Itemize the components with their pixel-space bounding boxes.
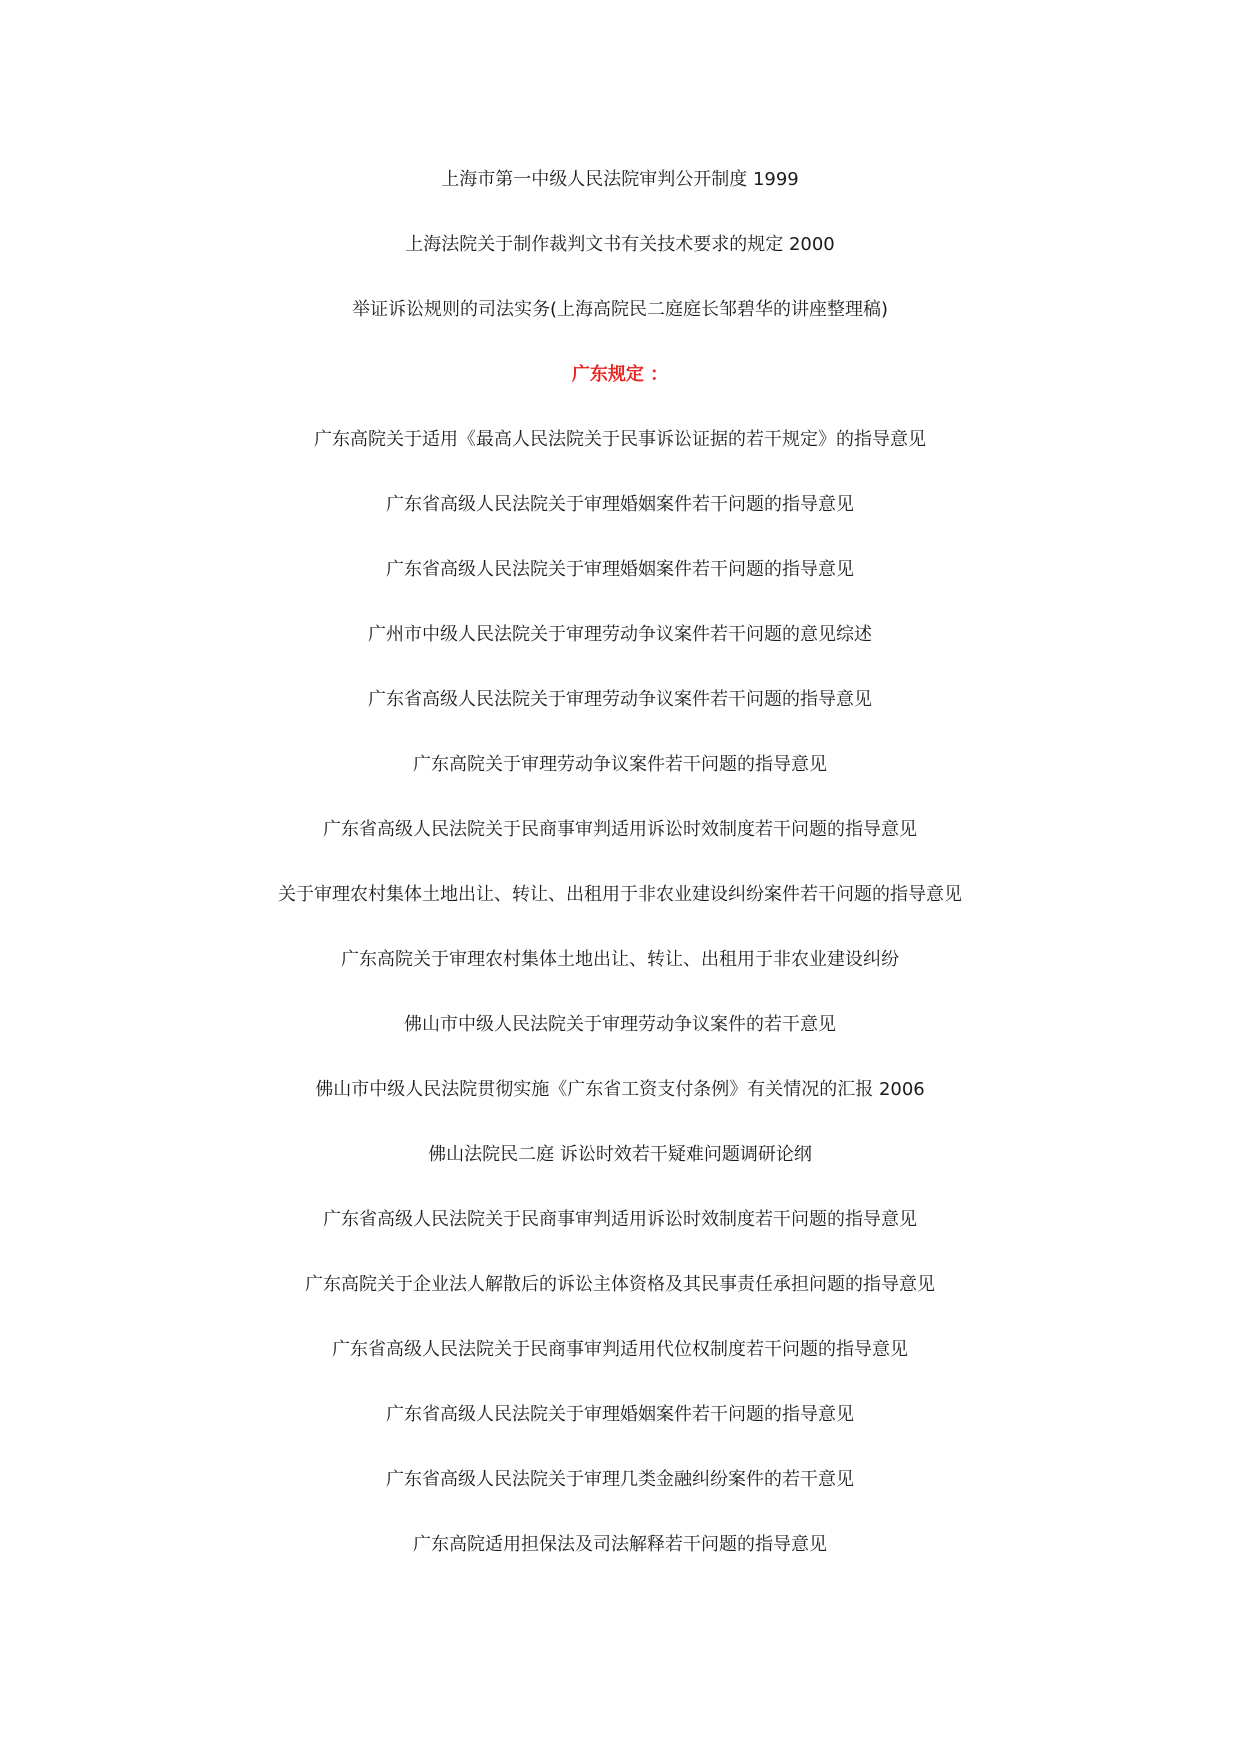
document-line: 广东高院关于审理农村集体土地出让、转让、出租用于非农业建设纠纷: [341, 949, 899, 970]
document-line: 上海市第一中级人民法院审判公开制度 1999: [441, 169, 799, 190]
document-line: 上海法院关于制作裁判文书有关技术要求的规定 2000: [405, 234, 835, 255]
document-line: 广东省高级人民法院关于审理婚姻案件若干问题的指导意见: [386, 559, 854, 580]
document-line: 广东高院关于审理劳动争议案件若干问题的指导意见: [413, 754, 827, 775]
document-line: 广东省高级人民法院关于审理婚姻案件若干问题的指导意见: [386, 1404, 854, 1425]
document-line: 佛山市中级人民法院贯彻实施《广东省工资支付条例》有关情况的汇报 2006: [315, 1079, 925, 1100]
document-line: 佛山市中级人民法院关于审理劳动争议案件的若干意见: [404, 1014, 836, 1035]
document-line: 举证诉讼规则的司法实务(上海高院民二庭庭长邹碧华的讲座整理稿): [351, 299, 889, 320]
document-line: 关于审理农村集体土地出让、转让、出租用于非农业建设纠纷案件若干问题的指导意见: [278, 884, 962, 905]
document-line: 广东省高级人民法院关于审理几类金融纠纷案件的若干意见: [386, 1469, 854, 1490]
document-line: 广东省高级人民法院关于民商事审判适用代位权制度若干问题的指导意见: [332, 1339, 908, 1360]
document-line: 广东省高级人民法院关于审理劳动争议案件若干问题的指导意见: [368, 689, 872, 710]
document-line: 广东高院关于适用《最高人民法院关于民事诉讼证据的若干规定》的指导意见: [314, 429, 926, 450]
document-line: 广东省高级人民法院关于审理婚姻案件若干问题的指导意见: [386, 494, 854, 515]
document-line: 佛山法院民二庭 诉讼时效若干疑难问题调研论纲: [428, 1144, 812, 1165]
document-line: 广东高院关于企业法人解散后的诉讼主体资格及其民事责任承担问题的指导意见: [305, 1274, 935, 1295]
document-line-list: [0, 164, 1240, 1594]
document-line: 广东省高级人民法院关于民商事审判适用诉讼时效制度若干问题的指导意见: [323, 819, 917, 840]
document-line: 广东高院适用担保法及司法解释若干问题的指导意见: [413, 1534, 827, 1555]
document-line: 广东省高级人民法院关于民商事审判适用诉讼时效制度若干问题的指导意见: [323, 1209, 917, 1230]
document-line: 广州市中级人民法院关于审理劳动争议案件若干问题的意见综述: [368, 624, 872, 645]
section-heading: 广东规定 ：: [571, 364, 669, 385]
